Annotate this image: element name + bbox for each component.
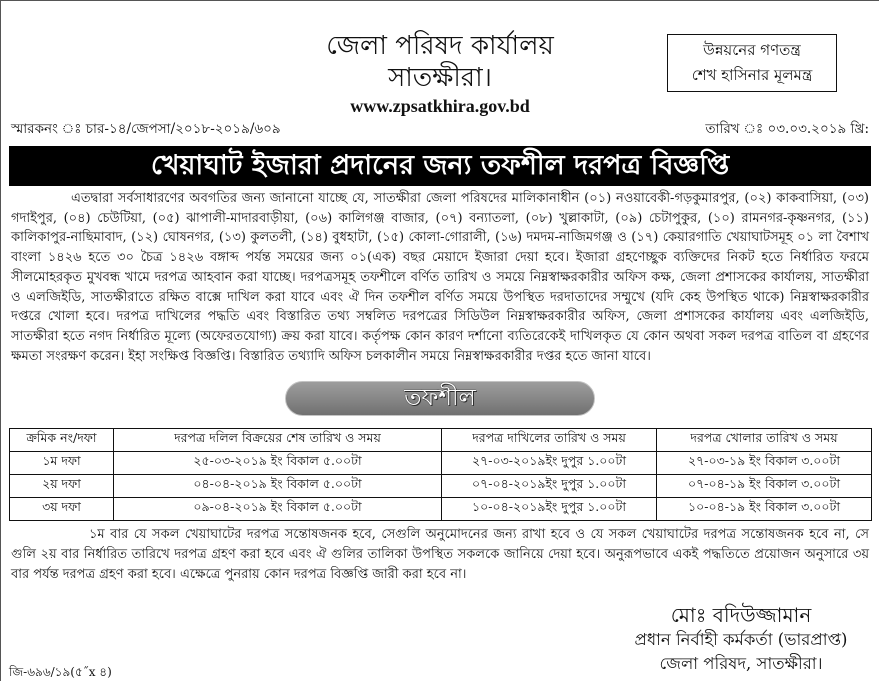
cell-submission: ২৭-০৩-২০১৯ইং দুপুর ১.০০টা xyxy=(442,452,657,475)
signatory-name: মোঃ বদিউজ্জামান xyxy=(670,603,812,627)
schedule-row xyxy=(10,452,872,475)
schedule-row xyxy=(10,475,872,498)
cell-sale-deadline: ০৯-০৪-২০১৯ ইং বিকাল ৫.০০টা xyxy=(114,498,442,521)
cell-serial: ১ম দফা xyxy=(10,452,114,475)
ad-job-code: জি-৬৯৬/১৯(৫˝x ৪) xyxy=(9,665,112,679)
signature-block xyxy=(607,602,875,676)
office-name: জেলা পরিষদ কার্যালয় xyxy=(326,31,554,61)
signatory-office: জেলা পরিষদ, সাতক্ষীরা। xyxy=(659,654,823,673)
column-header-opening: দরপত্র খোলার তারিখ ও সময় xyxy=(657,429,872,452)
cell-submission: ১০-০৪-২০১৯ইং দুপুর ১.০০টা xyxy=(442,498,657,521)
column-header-serial: ক্রমিক নং/দফা xyxy=(10,429,114,452)
slogan-line-1: উন্নয়নের গণতন্ত্র xyxy=(703,41,801,59)
masthead xyxy=(9,1,871,117)
slogan-line-2: শেখ হাসিনার মূলমন্ত্র xyxy=(691,66,813,84)
cell-opening: ০৭-০৪-১৯ ইং বিকাল ৩.০০টা xyxy=(657,475,872,498)
slogan-box xyxy=(667,34,837,92)
notice-date: তারিখ ঃ ০৩.০৩.২০১৯ খ্রি: xyxy=(705,120,869,137)
notice-body: এতদ্বারা সর্বসাধারণের অবগতির জন্য জানানো যাচ্ছে যে, সাতক্ষীরা জেলা পরিষদের মালিকানাধীন (০১) নওয়াবেকী-গড়কুমারপুর, (০২) কাকবাসিয়া, (০৩) গদাইপুর, (০৪) চেউটিয়া, (০৫) ঝাপালী-মাদারবাড়ীয়া, (০৬) কালিগঞ্জ বাজার, (০৭) বন্যাতলা, (০৮) খুল্লাকাটা, (০৯) চেটাপুকুর, (১০) রামনগর-কৃষ্ণনগর, (১১) কালিকাপুর-নাছিমাবাদ, (১২) ঘোষনগর, (১৩) কুলতলী, (১৪) বুধহাটা, (১৫) কোলা-গোরালী, (১৬) দমদম-নাজিমগঞ্জ ও (১৭) কেয়ারগাতি খেয়াঘাটসমূহ ০১ লা বৈশাখ বাংলা ১৪২৬ হতে ৩০ চৈত্র ১৪২৬ বঙ্গাব্দ পর্যন্ত সময়ের জন্য ০১(এক) বছর মেয়াদে ইজারা দেয়া হবে। ইজারা গ্রহণেচ্ছুক ব্যক্তিদের নিকট হতে নির্ধারিত ফরমে সীলমোহরকৃত মুখবন্ধ খামে দরপত্র আহবান করা যাচ্ছে। দরপত্রসমূহ তফশীলে বর্ণিত তারিখ ও সময়ে নিম্নস্বাক্ষরকারীর অফিস কক্ষ, জেলা প্রশাসকের কার্যালয়, সাতক্ষীরা ও এলজিইডি, সাতক্ষীরাতে রক্ষিত বাক্সে দাখিল করা যাবে এবং ঐ দিন তফশীল বর্ণিত সময়ে উপস্থিত দরদাতাদের সম্মুখে (যদি কেহ উপস্থিত থাকে) নিম্নস্বাক্ষরকারীর দপ্তরে খোলা হবে। দরপত্র দাখিলের পদ্ধতি এবং বিস্তারিত তথ্য সম্বলিত দরপত্রের সিডিউল নিম্নস্বাক্ষরকারীর অফিস, জেলা প্রশাসকের কার্যালয় এবং এলজিইডি, সাতক্ষীরা হতে নগদ নির্ধারিত মূল্যে (অফেরতযোগ্য) ক্রয় করা যাবে। কর্তৃপক্ষ কোন কারণ দর্শানো ব্যতিরেকেই দাখিলকৃত যে কোন অথবা সকল দরপত্র বাতিল বা গ্রহণের ক্ষমতা সংরক্ষণ করেন। ইহা সংক্ষিপ্ত বিজ্ঞপ্তি। বিস্তারিত তথ্যাদি অফিস চলকালীন সময়ে নিম্নস্বাক্ষরকারীর দপ্তর হতে জানা যাবে। xyxy=(11,191,869,364)
schedule-row xyxy=(10,498,872,521)
cell-opening: ২৭-০৩-১৯ ইং বিকাল ৩.০০টা xyxy=(657,452,872,475)
cell-submission: ০৭-০৪-২০১৯ইং দুপুর ১.০০টা xyxy=(442,475,657,498)
cell-serial: ৩য় দফা xyxy=(10,498,114,521)
notice-title-banner xyxy=(9,146,871,186)
cell-sale-deadline: ২৫-০৩-২০১৯ ইং বিকাল ৫.০০টা xyxy=(114,452,442,475)
website-url: www.zpsatkhira.gov.bd xyxy=(350,96,530,116)
office-district: সাতক্ষীরা। xyxy=(388,63,492,93)
schedule-header-row xyxy=(10,429,872,452)
schedule-heading: তফশীল xyxy=(285,381,595,416)
cell-serial: ২য় দফা xyxy=(10,475,114,498)
schedule-table xyxy=(9,428,872,521)
cell-sale-deadline: ০৪-০৪-২০১৯ ইং বিকাল ৫.০০টা xyxy=(114,475,442,498)
column-header-sale-deadline: দরপত্র দলিল বিক্রয়ের শেষ তারিখ ও সময় xyxy=(114,429,442,452)
column-header-submission: দরপত্র দাখিলের তারিখ ও সময় xyxy=(442,429,657,452)
cell-opening: ১০-০৪-১৯ ইং বিকাল ৩.০০টা xyxy=(657,498,872,521)
signatory-designation: প্রধান নির্বাহী কর্মকর্তা (ভারপ্রাপ্ত) xyxy=(634,630,848,649)
memo-row xyxy=(9,117,871,141)
memo-number: স্মারকনং ঃ চার-১৪/জেপসা/২০১৮-২০১৯/৬০৯ xyxy=(11,120,281,137)
notice-title: খেয়াঘাট ইজারা প্রদানের জন্য তফশীল দরপত্র বিজ্ঞপ্তি xyxy=(150,150,730,181)
schedule-heading-wrap xyxy=(9,381,871,416)
footer-note: ১ম বার যে সকল খেয়াঘাটের দরপত্র সন্তোষজনক হবে, সেগুলি অনুমোদনের জন্য রাখা হবে ও যে সকল খেয়াঘাটের দরপত্র সন্তোষজনক হবে না, সে গুলি ২য় বার নির্ধারিত তারিখে দরপত্র গ্রহণ করা হবে এবং ঐ গুলির তালিকা উপস্থিত সকলকে জানিয়ে দেয়া হবে। অনুরূপভাবে একই পদ্ধতিতে প্রয়োজন অনুসারে ৩য় বার পর্যন্ত দরপত্র গ্রহণ করা হবে। এক্ষেত্রে পুনরায় কোন দরপত্র বিজ্ঞপ্তি জারী করা হবে না। xyxy=(11,527,869,583)
